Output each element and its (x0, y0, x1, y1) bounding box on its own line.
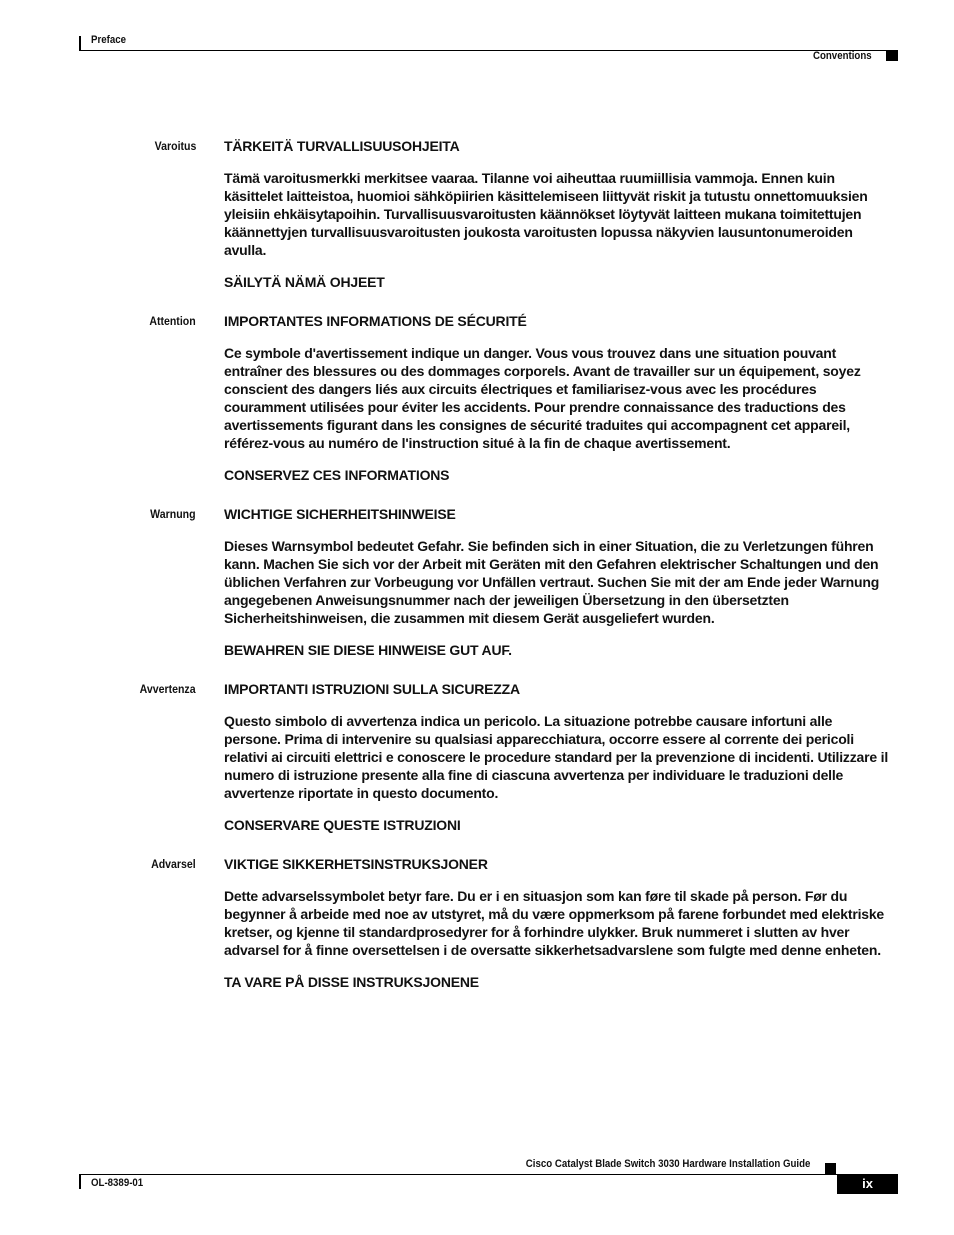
warning-footer: BEWAHREN SIE DIESE HINWEISE GUT AUF. (224, 642, 512, 658)
guide-title: Cisco Catalyst Blade Switch 3030 Hardware Installation Guide (525, 1158, 810, 1170)
warning-label: Warnung (150, 507, 196, 521)
warning-title: TÄRKEITÄ TURVALLISUUSOHJEITA (224, 138, 460, 154)
warning-text: Dette advarselssymbolet betyr fare. Du er i en situasjon som kan føre til skade på person. Før du begynner å arbeide med noe av utstyret, må du være oppmerksom på farene forbundet med elektriske kretser, og kjenne til standardprosedyrer for å forhindre ulykker. Bruk nummeret i slutten av hver advarsel for å finne oversettelsen i de oversatte sikkerhetsadvarslene som fulgte med denne enheten. (224, 888, 885, 958)
page-number: ix (837, 1174, 898, 1194)
warning-text: Ce symbole d'avertissement indique un danger. Vous vous trouvez dans une situation pouvant entraîner des blessures ou des dommages corporels. Avant de travailler sur un équipement, soyez conscient des dangers liés aux circuits électriques et familiarisez-vous avec les procédures couramment utilisées pour éviter les accidents. Pour prendre connaissance des traductions des avertissements figurant dans les consignes de sécurité traduites qui accompagnent cet appareil, référez-vous au numéro de l'instruction situé à la fin de chaque avertissement. (224, 345, 861, 451)
footer-left-bar (79, 1174, 81, 1189)
header-rule (79, 50, 898, 51)
warning-label: Attention (149, 314, 196, 328)
warning-title: IMPORTANTES INFORMATIONS DE SÉCURITÉ (224, 313, 527, 329)
header-section: Preface (91, 34, 126, 46)
doc-number: OL-8389-01 (91, 1177, 144, 1189)
warning-label: Varoitus (154, 139, 196, 153)
warning-block-french (0, 312, 954, 484)
header-subsection: Conventions (813, 50, 872, 62)
warning-title: IMPORTANTI ISTRUZIONI SULLA SICUREZZA (224, 681, 520, 697)
warning-block-german (0, 505, 954, 659)
footer-marker (825, 1163, 836, 1174)
header-left-bar (79, 36, 81, 51)
warning-label: Avvertenza (140, 682, 196, 696)
warning-footer: CONSERVEZ CES INFORMATIONS (224, 467, 450, 483)
warning-block-finnish (0, 137, 954, 291)
footer-rule (79, 1174, 898, 1175)
warning-text: Tämä varoitusmerkki merkitsee vaaraa. Tilanne voi aiheuttaa ruumiillisia vammoja. Ennen kuin käsittelet laitteistoa, huomioi sähköpiirien käsittelemiseen liittyvät riskit ja tutustu onnettomuuksien yleisiin ehkäisytapoihin. Turvallisuusvaroitusten käännökset löytyvät laitteen mukana toimitettujen käännettyjen turvallisuusvaroitusten joukosta varoitusten lopussa näkyvien lausuntonumeroiden avulla. (224, 170, 868, 258)
warning-body (224, 855, 889, 991)
warning-body (224, 505, 889, 659)
warning-footer: CONSERVARE QUESTE ISTRUZIONI (224, 817, 461, 833)
warning-title: WICHTIGE SICHERHEITSHINWEISE (224, 506, 456, 522)
header-marker (886, 50, 898, 61)
warning-text: Dieses Warnsymbol bedeutet Gefahr. Sie befinden sich in einer Situation, die zu Verletzungen führen kann. Machen Sie sich vor der Arbeit mit Geräten mit den Gefahren elektrischer Schaltungen und den üblichen Verfahren zur Vorbeugung vor Unfällen vertraut. Suchen Sie mit der am Ende jeder Warnung angegebenen Anweisungsnummer nach der jeweiligen Übersetzung in den übersetzten Sicherheitshinweisen, die zusammen mit diesem Gerät ausgeliefert wurden. (224, 538, 880, 626)
warning-title: VIKTIGE SIKKERHETSINSTRUKSJONER (224, 856, 488, 872)
warning-label: Advarsel (151, 857, 196, 871)
warning-footer: TA VARE PÅ DISSE INSTRUKSJONENE (224, 974, 479, 990)
warning-block-italian (0, 680, 954, 834)
warning-body (224, 312, 889, 484)
warning-block-norwegian (0, 855, 954, 991)
warning-body (224, 680, 889, 834)
warning-text: Questo simbolo di avvertenza indica un pericolo. La situazione potrebbe causare infortuni alle persone. Prima di intervenire su qualsiasi apparecchiatura, occorre essere al corrente dei pericoli relativi ai circuiti elettrici e conoscere le procedure standard per la prevenzione di incidenti. Utilizzare il numero di istruzione presente alla fine di ciascuna avvertenza per individuare le traduzioni delle avvertenze riportate in questo documento. (224, 713, 889, 801)
warning-footer: SÄILYTÄ NÄMÄ OHJEET (224, 274, 385, 290)
warning-list (0, 137, 954, 1012)
warning-body (224, 137, 889, 291)
